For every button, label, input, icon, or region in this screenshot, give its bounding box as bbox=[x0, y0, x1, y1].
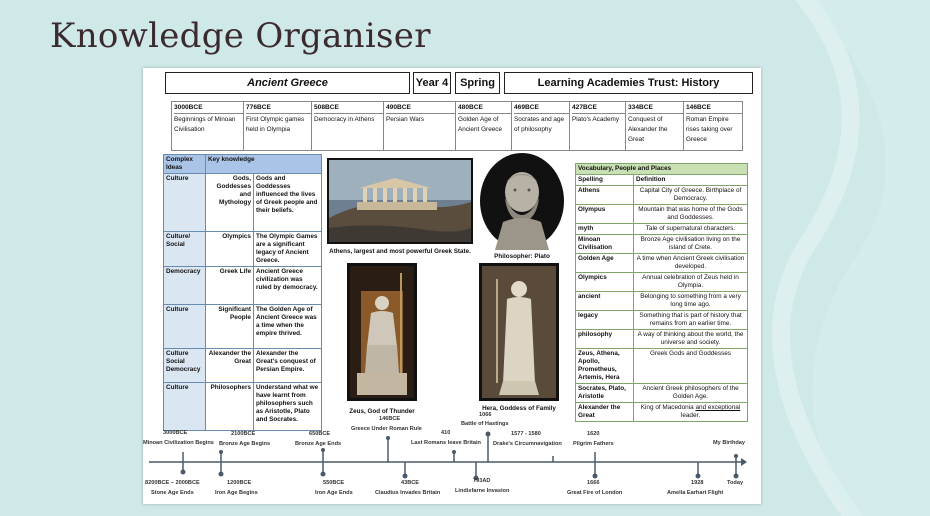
timeline-label: Claudius Invades Britain bbox=[375, 490, 441, 496]
table-row: legacy Something that is part of history that remains from an earlier time. bbox=[576, 311, 748, 330]
table-row: Culture Social Democracy Alexander the Great Alexander the Great's conquest of Persian Empire. bbox=[164, 349, 322, 383]
year-label: Year 4 bbox=[413, 72, 451, 94]
date-column: 480BCE Golden Age of Ancient Greece bbox=[455, 101, 511, 151]
date-column: 3000BCE Beginnings of Minoan Civilisation bbox=[171, 101, 243, 151]
page-title: Knowledge Organiser bbox=[50, 16, 431, 56]
timeline-label: Pilgrim Fathers bbox=[573, 441, 614, 447]
table-row: Alexander the Great King of Macedonia and exceptional leader. bbox=[576, 403, 748, 422]
table-row: ancient Belonging to something from a very long time ago. bbox=[576, 292, 748, 311]
table-row: Democracy Greek Life Ancient Greece civilization was ruled by democracy. bbox=[164, 267, 322, 305]
timeline-label: Greece Under Roman Rule bbox=[351, 426, 422, 432]
definition-header: Definition bbox=[634, 175, 748, 186]
vocabulary-title: Vocabulary, People and Places bbox=[576, 164, 748, 175]
timeline-date: 1066 bbox=[479, 412, 492, 418]
table-row: Culture Gods, Goddesses and Mythology Gods and Goddesses influenced the lives of Greek people and their beliefs. bbox=[164, 174, 322, 232]
timeline-label: Stone Age Ends bbox=[151, 490, 194, 496]
table-row: Olympics Annual celebration of Zeus held in Olympia. bbox=[576, 273, 748, 292]
timeline-label: Battle of Hastings bbox=[461, 421, 509, 427]
timeline-date: 793AD bbox=[473, 478, 491, 484]
timeline-label: Great Fire of London bbox=[567, 490, 623, 496]
timeline-label: Last Romans leave Britain bbox=[411, 440, 481, 446]
dates-strip bbox=[171, 101, 743, 151]
timeline-date: 550BCE bbox=[323, 480, 345, 486]
zeus-statue-image bbox=[347, 263, 417, 401]
timeline-date: 2100BCE bbox=[231, 431, 256, 437]
table-row: Minoan Civilisation Bronze Age civilisation living on the island of Crete. bbox=[576, 235, 748, 254]
timeline-label: Today bbox=[727, 480, 744, 486]
date-column: 490BCE Persian Wars bbox=[383, 101, 455, 151]
athens-acropolis-image bbox=[327, 158, 473, 244]
timeline-date: 1200BCE bbox=[227, 480, 252, 486]
plato-caption: Philosopher: Plato bbox=[494, 253, 550, 260]
timeline-label: Minoan Civilization Begins bbox=[143, 440, 214, 446]
date-column: 508BCE Democracy in Athens bbox=[311, 101, 383, 151]
timeline-date: 410 bbox=[441, 430, 451, 436]
date-column: 469BCE Socrates and age of philosophy bbox=[511, 101, 569, 151]
table-row: Olympus Mountain that was home of the Gods and Goddesses. bbox=[576, 205, 748, 224]
hera-caption: Hera, Goddess of Family bbox=[482, 405, 556, 412]
table-row: Golden Age A time when Ancient Greek civilisation developed. bbox=[576, 254, 748, 273]
date-column: 146BCE Roman Empire rises taking over Greece bbox=[683, 101, 743, 151]
vocabulary-table bbox=[575, 163, 748, 422]
timeline-date: 8200BCE – 2000BCE bbox=[145, 480, 200, 486]
table-row: philosophy A way of thinking about the world, the universe and society. bbox=[576, 330, 748, 349]
timeline-date: 650BCE bbox=[309, 431, 331, 437]
timeline-label: Lindisfarne Invasion bbox=[455, 488, 510, 494]
key-knowledge-table bbox=[163, 154, 322, 431]
timeline-label: Iron Age Ends bbox=[315, 490, 353, 496]
plato-bust-image bbox=[479, 152, 565, 250]
timeline-label: Iron Age Begins bbox=[215, 490, 258, 496]
timeline-label: Drake's Circumnavigation bbox=[493, 441, 562, 447]
date-column: 334BCE Conquest of Alexander the Great bbox=[625, 101, 683, 151]
timeline-date: 43BCE bbox=[401, 480, 420, 486]
trust-label: Learning Academies Trust: History bbox=[504, 72, 753, 94]
timeline-date: 146BCE bbox=[379, 416, 401, 422]
table-row: Culture Significant People The Golden Age of Ancient Greece was a time when the empire thrived. bbox=[164, 305, 322, 349]
subject-title: Ancient Greece bbox=[165, 72, 410, 94]
background-decoration bbox=[750, 0, 930, 516]
timeline-label: Bronze Age Ends bbox=[295, 441, 342, 447]
timeline-label: Amelia Earhart Flight bbox=[667, 490, 724, 496]
date-column: 776BCE First Olympic games held in Olympia bbox=[243, 101, 311, 151]
table-row: Athens Capital City of Greece. Birthplace of Democracy. bbox=[576, 186, 748, 205]
date-column: 427BCE Plato's Academy bbox=[569, 101, 625, 151]
table-row: Zeus, Athena, Apollo, Prometheus, Artemis, Hera Greek Gods and Goddesses bbox=[576, 349, 748, 384]
zeus-caption: Zeus, God of Thunder bbox=[349, 408, 415, 415]
timeline bbox=[143, 412, 761, 504]
spelling-header: Spelling bbox=[576, 175, 634, 186]
complex-ideas-header: Complex Ideas bbox=[164, 155, 206, 174]
athens-caption: Athens, largest and most powerful Greek State. bbox=[329, 248, 471, 255]
table-row: Culture Philosophers Understand what we have learnt from philosophers such as Aristotle, Plato and Socrates. bbox=[164, 383, 322, 431]
table-row: Culture/ Social Olympics The Olympic Games are a significant legacy of Ancient Greece. bbox=[164, 232, 322, 267]
term-label: Spring bbox=[455, 72, 500, 94]
table-row: myth Tale of supernatural characters. bbox=[576, 224, 748, 235]
timeline-date: 1620 bbox=[587, 431, 600, 437]
timeline-date: 3000BCE bbox=[163, 430, 188, 436]
timeline-date: 1666 bbox=[587, 480, 600, 486]
table-row: Socrates, Plato, Aristotle Ancient Greek philosophers of the Golden Age. bbox=[576, 384, 748, 403]
timeline-label: My Birthday bbox=[713, 440, 746, 446]
timeline-label: Bronze Age Begins bbox=[219, 441, 271, 447]
knowledge-organiser-sheet bbox=[143, 68, 761, 504]
timeline-date: 1928 bbox=[691, 480, 704, 486]
hera-statue-image bbox=[479, 263, 559, 401]
timeline-date: 1577 - 1580 bbox=[511, 431, 541, 437]
key-knowledge-header: Key knowledge bbox=[206, 155, 322, 174]
